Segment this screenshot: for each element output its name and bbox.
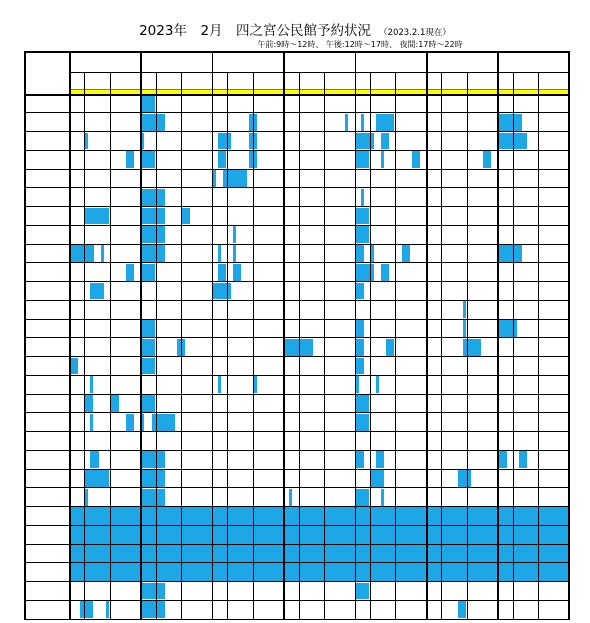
grid-line	[227, 72, 228, 619]
grid-line	[24, 619, 569, 621]
grid-line	[24, 131, 569, 132]
grid-line	[24, 112, 569, 113]
booked-block	[356, 245, 364, 262]
booked-block	[141, 264, 154, 281]
grid-line	[110, 72, 111, 619]
grid-line	[24, 562, 569, 563]
booked-block	[233, 245, 236, 262]
booked-block	[85, 489, 88, 506]
booked-block	[141, 470, 165, 487]
booked-block	[218, 376, 221, 393]
booked-block	[233, 226, 236, 243]
booked-block	[218, 264, 226, 281]
booked-block	[361, 114, 364, 131]
booked-block	[463, 320, 466, 337]
booked-block	[376, 376, 379, 393]
grid-line	[513, 72, 514, 619]
grid-line	[370, 72, 371, 619]
grid-line	[568, 51, 570, 620]
grid-line	[24, 412, 569, 413]
booked-block	[141, 358, 154, 375]
booked-block	[483, 151, 491, 168]
grid-line	[24, 487, 569, 488]
booked-block	[111, 395, 119, 412]
grid-line	[538, 72, 539, 619]
grid-line	[24, 281, 569, 282]
booked-block	[80, 601, 93, 618]
grid-line	[24, 356, 569, 357]
grid-line	[69, 89, 569, 90]
booked-block	[213, 283, 231, 300]
booked-block	[381, 264, 389, 281]
booked-block	[498, 451, 506, 468]
booked-block	[386, 339, 394, 356]
booked-block	[85, 208, 109, 225]
grid-line	[24, 600, 569, 601]
grid-line	[24, 544, 569, 545]
booked-block	[356, 451, 364, 468]
booked-block	[70, 358, 78, 375]
grid-line	[24, 375, 569, 376]
booked-block	[141, 226, 165, 243]
booked-block	[101, 245, 104, 262]
booked-block	[376, 114, 394, 131]
grid-line	[24, 581, 569, 582]
booked-block	[141, 489, 165, 506]
booked-block	[141, 208, 165, 225]
booked-block	[381, 489, 384, 506]
grid-line	[69, 72, 569, 73]
grid-line	[24, 187, 569, 188]
booked-block	[90, 414, 93, 431]
booked-block	[141, 245, 165, 262]
grid-line	[24, 450, 569, 451]
booked-block	[141, 114, 165, 131]
grid-line	[24, 394, 569, 395]
booked-block	[356, 151, 369, 168]
booked-block	[376, 451, 384, 468]
booked-block	[90, 376, 93, 393]
booked-block	[458, 470, 471, 487]
grid-line	[497, 51, 499, 620]
title-text: 2023年 2月 四之宮公民館予約状況	[139, 23, 372, 39]
booked-block	[218, 245, 221, 262]
grid-line	[24, 319, 569, 320]
booked-block	[356, 414, 369, 431]
booked-block	[356, 583, 369, 600]
booked-block	[141, 583, 165, 600]
grid-line	[441, 72, 442, 619]
booked-block	[85, 395, 93, 412]
booked-block	[141, 601, 165, 618]
booked-block	[356, 320, 364, 337]
grid-line	[24, 150, 569, 151]
booked-block	[126, 151, 134, 168]
page-title	[0, 22, 590, 40]
grid-line	[24, 300, 569, 301]
booked-block	[498, 114, 522, 131]
hours-note: 午前:9時～12時、 午後:12時～17時、 夜間:17時～22時	[257, 40, 463, 49]
grid-line	[24, 225, 569, 226]
booked-block	[106, 601, 109, 618]
grid-line	[324, 72, 325, 619]
booked-block	[141, 320, 154, 337]
grid-line	[299, 72, 300, 619]
booked-block	[361, 189, 364, 206]
booked-block	[141, 451, 165, 468]
grid-line	[24, 337, 569, 338]
booked-block	[69, 544, 569, 563]
booked-block	[182, 208, 190, 225]
booked-block	[356, 208, 369, 225]
grid-line	[24, 525, 569, 526]
booked-block	[141, 189, 165, 206]
booked-block	[141, 339, 154, 356]
booked-block	[381, 151, 384, 168]
booked-block	[218, 133, 231, 150]
grid-line	[395, 72, 396, 619]
booked-block	[412, 151, 420, 168]
booked-block	[126, 414, 134, 431]
booked-block	[356, 339, 364, 356]
booked-block	[463, 339, 481, 356]
grid-line	[24, 431, 569, 432]
grid-line	[24, 51, 569, 53]
booked-block	[345, 114, 348, 131]
booked-block	[356, 133, 374, 150]
booked-block	[356, 489, 369, 506]
grid-line	[156, 72, 157, 619]
booked-block	[233, 264, 241, 281]
booked-block	[289, 489, 292, 506]
grid-line	[24, 469, 569, 470]
grid-line	[84, 72, 85, 619]
booked-block	[356, 226, 369, 243]
booked-block	[218, 151, 226, 168]
booked-block	[371, 245, 374, 262]
as-of-date: （2023.2.1現在）	[379, 28, 451, 38]
grid-line	[253, 72, 254, 619]
grid-line	[355, 51, 357, 620]
booked-block	[356, 395, 369, 412]
booked-block	[402, 245, 410, 262]
booked-block	[85, 133, 88, 150]
booked-block	[519, 451, 527, 468]
grid-line	[24, 51, 26, 620]
booked-block	[141, 151, 154, 168]
booked-block	[90, 283, 103, 300]
grid-line	[283, 51, 285, 620]
grid-line	[24, 206, 569, 207]
grid-line	[69, 51, 71, 620]
booked-block	[498, 320, 516, 337]
booked-block	[69, 525, 569, 544]
booked-block	[141, 395, 154, 412]
grid-line	[140, 51, 142, 620]
grid-line	[24, 94, 569, 96]
booked-block	[458, 601, 466, 618]
grid-line	[181, 72, 182, 619]
booked-block	[498, 245, 522, 262]
booked-block	[126, 264, 134, 281]
grid-line	[24, 244, 569, 245]
booked-block	[356, 283, 364, 300]
grid-line	[24, 262, 569, 263]
booked-block	[356, 358, 364, 375]
booked-block	[463, 301, 466, 318]
booked-block	[85, 470, 109, 487]
booked-block	[356, 264, 374, 281]
booked-block	[90, 451, 98, 468]
booked-block	[371, 470, 384, 487]
grid-line	[467, 72, 468, 619]
reservation-table	[24, 51, 569, 609]
grid-line	[24, 506, 569, 507]
grid-line	[426, 51, 428, 620]
booked-block	[254, 376, 257, 393]
grid-line	[24, 169, 569, 170]
booked-block	[381, 133, 389, 150]
booked-block	[69, 563, 569, 582]
booked-block	[69, 507, 569, 526]
grid-line	[212, 51, 214, 620]
booked-block	[141, 95, 154, 112]
booked-block	[70, 245, 94, 262]
